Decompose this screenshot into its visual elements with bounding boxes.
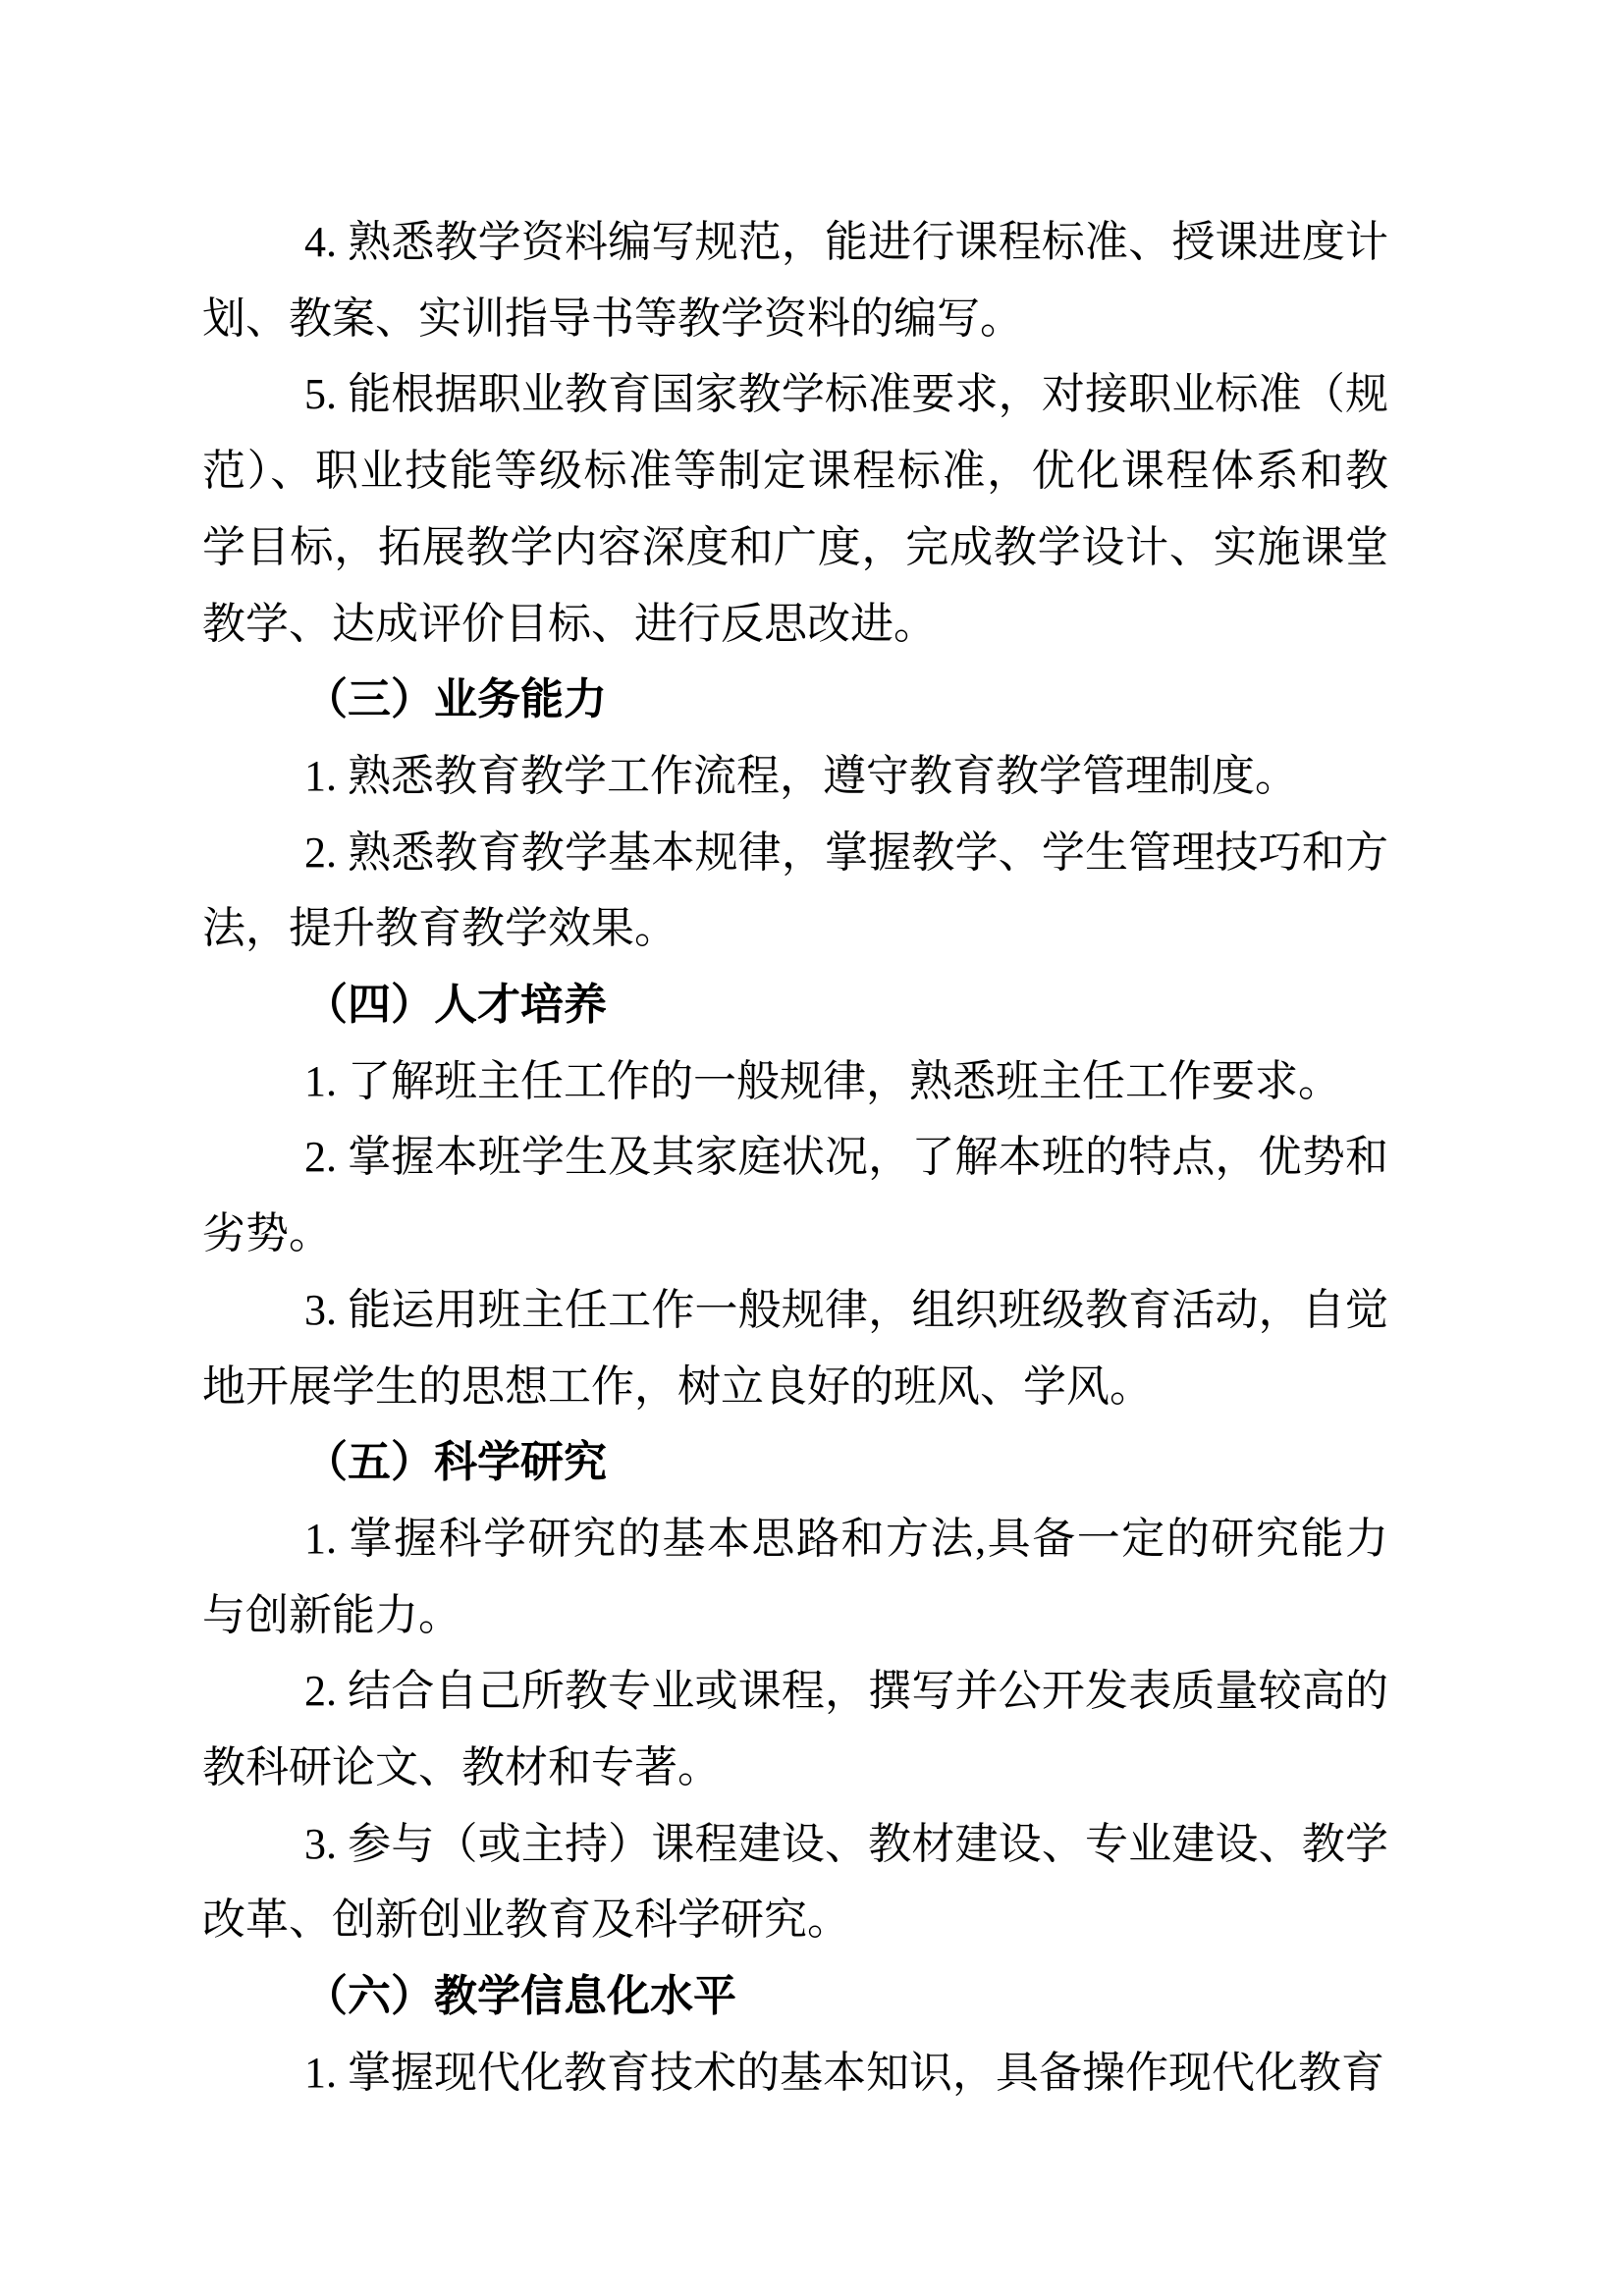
paragraph-publications: 2. 结合自己所教专业或课程，撰写并公开发表质量较高的教科研论文、教材和专著。 bbox=[202, 1667, 1388, 1792]
paragraph-class-students: 2. 掌握本班学生及其家庭状况，了解本班的特点，优势和劣势。 bbox=[202, 1133, 1388, 1258]
paragraph-teaching-materials: 4. 熟悉教学资料编写规范，能进行课程标准、授课进度计划、教案、实训指导书等教学资料的编写。 bbox=[202, 218, 1388, 343]
paragraph-workflow: 1. 熟悉教育教学工作流程，遵守教育教学管理制度。 bbox=[304, 751, 1298, 800]
section-heading-scientific-research: （五）科学研究 bbox=[304, 1438, 607, 1487]
paragraph-course-construction: 3. 参与（或主持）课程建设、教材建设、专业建设、教学改革、创新创业教育及科学研究。 bbox=[202, 1819, 1388, 1945]
paragraph-modern-education-tech: 1. 掌握现代化教育技术的基本知识，具备操作现代化教育 bbox=[304, 2048, 1384, 2097]
paragraph-national-standards: 5. 能根据职业教育国家教学标准要求，对接职业标准（规范）、职业技能等级标准等制定课程标准，优化课程体系和教学目标，拓展教学内容深度和广度，完成教学设计、实施课堂教学、达成评价目标、进行反思改进。 bbox=[202, 370, 1388, 648]
section-heading-teaching-informatization: （六）教学信息化水平 bbox=[304, 1972, 736, 2021]
paragraph-research-methods: 1. 掌握科学研究的基本思路和方法,具备一定的研究能力与创新能力。 bbox=[202, 1514, 1388, 1639]
paragraph-class-activities: 3. 能运用班主任工作一般规律，组织班级教育活动，自觉地开展学生的思想工作，树立良好的班风、学风。 bbox=[202, 1285, 1388, 1411]
paragraph-head-teacher-rules: 1. 了解班主任工作的一般规律，熟悉班主任工作要求。 bbox=[304, 1056, 1341, 1105]
paragraph-teaching-rules: 2. 熟悉教育教学基本规律，掌握教学、学生管理技巧和方法，提升教育教学效果。 bbox=[202, 828, 1388, 953]
document-body bbox=[202, 204, 1388, 2111]
section-heading-business-ability: （三）业务能力 bbox=[304, 675, 607, 724]
section-heading-talent-cultivation: （四）人才培养 bbox=[304, 981, 607, 1030]
